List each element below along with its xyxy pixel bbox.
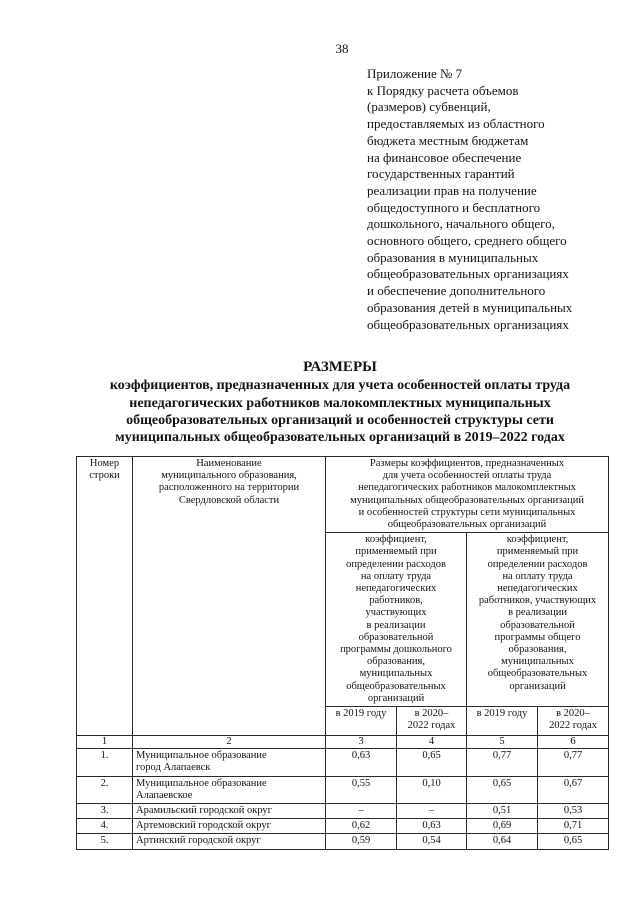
header-text: и особенностей структуры сети муниципальных	[358, 506, 576, 518]
header-text: Размеры коэффициентов, предназначенных	[369, 458, 565, 469]
row-number: 5.	[77, 834, 133, 849]
appendix-line: (размеров) субвенций,	[367, 99, 491, 115]
header-text: общеобразовательных	[346, 680, 446, 692]
coef-general-2019: 0,77	[467, 749, 538, 776]
heading-line: муниципальных общеобразовательных организаций в 2019–2022 годах	[115, 430, 565, 446]
header-text: организаций	[509, 680, 566, 692]
municipality-name	[133, 804, 326, 819]
header-text: расположенного на территории	[158, 482, 300, 494]
table-header-row	[77, 457, 609, 533]
header-text: в реализации	[366, 619, 426, 631]
coef-general-2020-2022: 0,67	[538, 776, 609, 803]
page-number: 38	[335, 41, 349, 56]
coef-preschool-2019: 0,55	[326, 776, 397, 803]
name-line: Артемовский городской округ	[136, 820, 271, 832]
header-text: в реализации	[508, 607, 567, 619]
coef-preschool-2019: 0,62	[326, 819, 397, 834]
header-municipality-name	[133, 457, 326, 736]
header-text: непедагогических	[355, 583, 437, 595]
appendix-line: общедоступного и бесплатного	[367, 199, 541, 215]
header-text: общеобразовательных	[487, 668, 588, 680]
coef-general-2019: 0,51	[467, 804, 538, 819]
column-number: 3	[326, 736, 397, 749]
table-row	[77, 749, 609, 776]
heading-line: общеобразовательных организаций и особенностей структуры сети	[126, 412, 554, 428]
appendix-line: бюджета местным бюджетам	[367, 132, 529, 148]
row-number: 4.	[77, 819, 133, 834]
municipality-name	[133, 776, 326, 803]
header-text: программы общего	[494, 631, 581, 643]
header-text: 2022 годах	[407, 720, 456, 732]
heading-title: РАЗМЕРЫ	[303, 359, 377, 375]
column-number: 4	[397, 736, 467, 749]
header-text: 2022 годах	[549, 720, 597, 732]
header-text: в 2019 году	[476, 708, 528, 720]
header-text: непедагогических работников малокомплектных	[358, 482, 576, 494]
column-number: 5	[467, 736, 538, 749]
table-row	[77, 834, 609, 849]
municipality-name	[133, 834, 326, 849]
row-number: 1.	[77, 749, 133, 776]
appendix-line: на финансовое обеспечение	[367, 149, 522, 165]
header-text: коэффициент,	[506, 534, 569, 546]
appendix-line: общеобразовательных организациях	[367, 266, 569, 282]
header-text: в 2019 году	[335, 708, 387, 720]
header-text: Свердловской области	[178, 494, 280, 506]
coef-preschool-2020-2022: 0,10	[397, 776, 467, 803]
appendix-line: основного общего, среднего общего	[367, 233, 567, 249]
coef-general-2020-2022: 0,77	[538, 749, 609, 776]
header-text: образования,	[366, 656, 425, 668]
column-number-row	[77, 736, 609, 749]
header-text: Номер	[89, 458, 120, 469]
header-coef-general	[467, 533, 609, 707]
appendix-line: реализации прав на получение	[367, 182, 537, 198]
coef-preschool-2020-2022: 0,65	[397, 749, 467, 776]
header-text: муниципальных общеобразовательных организаций	[350, 494, 584, 506]
header-row-number	[77, 457, 133, 736]
header-year-2019	[467, 707, 538, 736]
header-coef-preschool	[326, 533, 467, 707]
header-text: Наименование	[196, 458, 262, 469]
name-line: Арамильский городской округ	[136, 805, 272, 817]
coef-general-2020-2022: 0,65	[538, 834, 609, 849]
header-text: применяемый при	[355, 546, 437, 558]
header-text: общеобразовательных организаций	[387, 519, 547, 531]
coef-general-2019: 0,64	[467, 834, 538, 849]
header-text: непедагогических	[497, 583, 578, 595]
heading-line: непедагогических работников малокомплектных муниципальных	[129, 395, 551, 411]
name-line: Муниципальное образование	[136, 777, 267, 789]
header-text: образовательной	[358, 631, 434, 643]
name-line: Артинский городской округ	[136, 835, 261, 847]
appendix-line: образования в муниципальных	[367, 249, 539, 265]
header-text: в 2020–	[414, 708, 449, 720]
coef-preschool-2019: 0,63	[326, 749, 397, 776]
header-text: организаций	[367, 692, 425, 704]
appendix-line: Приложение № 7	[367, 66, 463, 81]
appendix-line: и обеспечение дополнительного	[367, 283, 546, 299]
column-number: 1	[77, 736, 133, 749]
coefficients-table	[76, 456, 609, 850]
coef-preschool-2019: 0,59	[326, 834, 397, 849]
document-heading	[40, 359, 640, 446]
header-year-2020-2022	[397, 707, 467, 736]
column-number: 2	[133, 736, 326, 749]
header-text: работников, участвующих	[478, 595, 597, 607]
header-year-2020-2022	[538, 707, 609, 736]
coef-preschool-2020-2022: 0,54	[397, 834, 467, 849]
appendix-line: общеобразовательных организациях	[367, 316, 569, 332]
name-line: город Алапаевск	[136, 762, 211, 774]
header-text: муниципальных	[359, 668, 433, 680]
header-text: программы дошкольного	[340, 644, 452, 656]
header-text: образования,	[508, 644, 567, 656]
coef-preschool-2019: –	[326, 804, 397, 819]
name-line: Алапаевское	[136, 789, 193, 801]
coef-preschool-2020-2022: –	[397, 804, 467, 819]
table-row	[77, 819, 609, 834]
appendix-block	[367, 66, 629, 333]
header-text: на оплату труда	[502, 570, 573, 582]
header-coefficient-group	[326, 457, 609, 533]
coef-preschool-2020-2022: 0,63	[397, 819, 467, 834]
coef-general-2019: 0,69	[467, 819, 538, 834]
heading-line: коэффициентов, предназначенных для учета особенностей оплаты труда	[109, 378, 571, 394]
municipality-name	[133, 749, 326, 776]
header-text: муниципального образования,	[161, 470, 297, 482]
header-text: применяемый при	[496, 546, 579, 558]
header-text: коэффициент,	[365, 534, 427, 546]
header-text: участвующих	[365, 607, 427, 619]
header-text: муниципальных	[501, 656, 574, 668]
row-number: 2.	[77, 776, 133, 803]
row-number: 3.	[77, 804, 133, 819]
table-row	[77, 804, 609, 819]
header-text: в 2020–	[556, 708, 590, 720]
header-text: работников,	[369, 595, 423, 607]
appendix-line: дошкольного, начального общего,	[367, 216, 555, 232]
table-row	[77, 776, 609, 803]
appendix-line: к Порядку расчета объемов	[367, 82, 519, 98]
header-text: на оплату труда	[360, 570, 432, 582]
appendix-line: образования детей в муниципальных	[367, 299, 573, 315]
appendix-line: предоставляемых из областного	[367, 116, 545, 132]
coef-general-2020-2022: 0,71	[538, 819, 609, 834]
municipality-name	[133, 819, 326, 834]
header-text: образовательной	[500, 619, 575, 631]
header-year-2019	[326, 707, 397, 736]
header-text: для учета особенностей оплаты труда	[382, 470, 552, 482]
header-text: определении расходов	[346, 558, 446, 570]
coef-general-2020-2022: 0,53	[538, 804, 609, 819]
column-number: 6	[538, 736, 609, 749]
appendix-line: государственных гарантий	[367, 166, 515, 182]
coef-general-2019: 0,65	[467, 776, 538, 803]
header-text: строки	[89, 470, 120, 482]
name-line: Муниципальное образование	[136, 750, 267, 762]
header-text: определении расходов	[487, 558, 588, 570]
